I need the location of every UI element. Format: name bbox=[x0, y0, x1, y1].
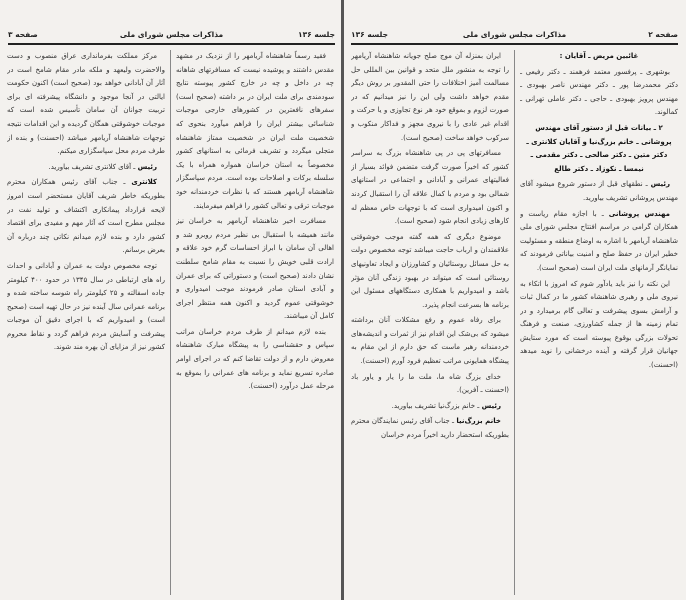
running-title: مذاکرات مجلس شورای ملی bbox=[462, 30, 567, 39]
speaker-name: رئیس bbox=[481, 401, 501, 410]
speaker-name: خانم بزرگ‌نیا bbox=[456, 417, 501, 426]
speech-text: آقای کلانتری تشریف بیاورید. bbox=[48, 162, 132, 171]
paragraph: فقید رسماً شاهنشاه آریامهر را از نزدیک در مشهد مقدس داشتند و پوشیده نیست که مسافرتهای شاهانه چه در داخل و چه در خارج کشور پیوسته نتایج سودمندی برای ملت ایران در بر داشته (صحیح است) سفرهای نافعترین در کشورهای خارجی موجبات شناسائی بیشتر ایران را فراهم میآورد بنحوی که شخصیت ملت ایران در شخصیت ممتاز شاهنشاه متجلی میگردد و تشریف فرمائی به استانهای کشور مخصوصاً به استان خراسان همواره همراه با یک سلسله برکات و اصلاحات بوده است. مردم سپاسگزار شاهنشاه آریامهر هستند که با نظرات خردمندانه خود موجبات ترقی و تعالی کشور را فراهم میفرمایند. bbox=[176, 52, 334, 210]
page-header bbox=[351, 30, 678, 42]
paragraph: این نکته را نیز باید یادآور شوم که امروز با اتکاء به نیروی ملی و رهبری شاهنشاه کشور ما در کمال ثبات و آرامش بسوی پیشرفت و تعالی گام برمیدارد و در تمام زمینه ها از جمله کشاورزی، صنعت و فرهنگ تحولات بزرگی بوقوع پیوسته است که مورد ستایش جهانیان قرار گرفته و آینده درخشانی را نوید میدهد (احسنت). bbox=[520, 279, 678, 370]
text-column-left bbox=[7, 50, 165, 595]
session-number: جلسه ۱۳۶ bbox=[351, 30, 388, 39]
column-divider bbox=[514, 50, 515, 595]
paragraph: مرکز مملکت بفرمانداری عراق منصوب و دست والاحضرت ولیعهد و ملکه مادر مقام شامخ است در آثار آن آبادانی خواهد بود (صحیح است) اکنون حکومت ایالتی در آنجا موجود و دانشگاه پیشرفته ای برای تربیت جوانان آن سامان تأسیس شده است که موجبات خوشوقتی همگان گردیده و این اقدامات نتیجه توجهات شاهنشاه آریامهر میباشد (احسنت) و بنده از طرف مردم محل سپاسگزاری میکنم. bbox=[7, 52, 165, 156]
section-heading: ۲ ـ بیانات قبل از دستور آقای مهندس پروشانی ـ خانم بزرگ‌نیا و آقایان کلانتری ـ دکتر متین ـ دکتر صالحی ـ دکتر مقدمی ـ نیمسا ـ نکوزاد ـ دکتر طالع bbox=[526, 123, 672, 173]
speaker-name: کلانتری bbox=[131, 178, 157, 187]
page-header bbox=[8, 30, 335, 42]
paragraph: بنده لازم میدانم از طرف مردم خراسان مراتب سپاس و حقشناسی را به پیشگاه مبارک شاهنشاه معروض دارم و از دولت تقاضا کنم که در اجرای اوامر صادره تسریع نماید و برنامه های عمرانی را بموقع به مرحله عمل درآورد (احسنت). bbox=[176, 327, 334, 391]
speaker-name: مهندس پروشانی bbox=[608, 209, 670, 218]
speech-text: نطقهای قبل از دستور شروع میشود آقای مهندس پروشانی تشریف بیاورید. bbox=[520, 180, 678, 202]
speech-text: جناب آقای رئیس نمایندگان محترم بطوریکه استحضار دارید اخیراً مردم خراسان bbox=[351, 417, 509, 440]
paragraph: توجه مخصوص دولت به عمران و آبادانی و احداث راه های ارتباطی در سال ۱۳۴۵ در حدود ۴۰۰ کیلومتر جاده اسفالته و ۲۵ کیلومتر راه شوسه ساخته شده و برنامه عمرانی سال آینده نیز در حال تهیه است (صحیح است) و امیدواریم که با اجرای دقیق آن موجبات پیشرفت و آسایش مردم فراهم گردد و نقاط محروم کشور نیز از مزایای آن بهره مند شوند. bbox=[7, 261, 165, 352]
paragraph: مسافرتهای پی در پی شاهنشاه بزرگ به سراسر کشور که اخیراً صورت گرفت متضمن فوائد بسیار از فعالیتهای عمرانی و آبادانی و اجتماعی در استانهای شمالی بود و مردم با کمال علاقه آن را استقبال کردند و اکنون امیدواری است که با توجهات خاص معظم له کارهای زیادی انجام شود (صحیح است). bbox=[351, 149, 509, 226]
speaker-name: رئیس bbox=[650, 180, 670, 189]
speaker-paragraph: رئیس ـ آقای کلانتری تشریف بیاورید. bbox=[48, 162, 157, 171]
header-rule bbox=[351, 43, 678, 45]
right-page bbox=[343, 0, 686, 600]
speaker-paragraph: رئیس ـ نطقهای قبل از دستور شروع میشود آقای مهندس پروشانی تشریف بیاورید. bbox=[520, 180, 678, 202]
page-number: صفحه ۳ bbox=[8, 30, 38, 39]
text-column-left bbox=[351, 50, 509, 595]
speaker-paragraph: رئیس ـ خانم بزرگ‌نیا تشریف بیاورید. bbox=[391, 401, 501, 410]
paragraph: برای رفاه عموم و رفع مشکلات آنان برداشته میشود که بی‌شک این اقدام نیز از ثمرات و اندیشه‌های خردمندانه رهبر ماست که حق دارم از این مقام به پیشگاه همایونی مراتب تعظیم فرود آورم (احسنت). bbox=[351, 316, 509, 366]
paragraph: ایران بمنزله آن موج صلح جویانه شاهنشاه آریامهر را توجه به منشور ملل متحد و قوانین بین المللی حل مسالمت آمیز اختلافات را حتی المقدور بر روش دیگر مقدم خواهد داشت ولی این را نیز میدانیم که در صورت لزوم و بموقع خود هر نوع تجاوزی و یا حرکت و اقدام غیر عادی را با نیروی مجهز و فداکار منکوب و سرکوب خواهد ساخت (صحیح است). bbox=[351, 52, 509, 142]
column-divider bbox=[170, 50, 171, 595]
speech-text: خانم بزرگ‌نیا تشریف بیاورید. bbox=[391, 401, 476, 410]
text-column-right bbox=[520, 50, 678, 595]
session-number: جلسه ۱۳۶ bbox=[298, 30, 335, 39]
speaker-paragraph: خانم بزرگ‌نیا ـ جناب آقای رئیس نمایندگان محترم بطوریکه استحضار دارید اخیراً مردم خراسان bbox=[351, 417, 509, 440]
speech-text: با اجازه مقام ریاست و همکاران گرامی در مراسم افتتاح مجلس شورای ملی شاهنشاه آریامهر با اشاره به اوضاع منطقه و مسئولیت خطیر ایران در حفظ صلح و امنیت بیاناتی فرمودند که نمایانگر آرمانهای ملت ایران است (صحیح است). bbox=[520, 209, 678, 272]
paragraph: موضوع دیگری که همه گفته موجب خوشوقتی علاقمندان و ارباب حاجت میباشد توجه مخصوص دولت به حل مسائل روستائیان و کشاورزان و ایجاد تعاونیهای روستائی است که میتواند در بهبود زندگی آنان مؤثر باشد و امیدواریم با همکاری دستگاههای مسئول این برنامه ها بسرعت انجام پذیرد. bbox=[351, 232, 509, 309]
page-number: صفحه ۲ bbox=[648, 30, 678, 39]
section-heading: غائبین مریض ـ آقایان : bbox=[559, 52, 639, 60]
header-rule bbox=[8, 43, 335, 45]
paragraph: بوشهری ـ پرفسور معتمد فرهمند ـ دکتر رفیعی ـ دکتر محمدرضا پور ـ دکتر مهندس ناصر بهبودی ـ مهندس پرویز بهبودی ـ حاجی ـ دکتر عاملی تهرانی ـ کمالوند. bbox=[520, 67, 678, 117]
paragraph: خدای بزرگ شاه ما، ملت ما را یار و یاور باد (احسنت ـ آفرین). bbox=[351, 372, 509, 395]
speech-text: جناب آقای رئیس همکاران محترم بطوریکه خاطر شریف آقایان مستحضر است امروز لایحه قرارداد پیمانکاری اکتشاف و تولید نفت در مجلس مطرح است که آثار مهم و مفیدی برای اقتصاد کشور دارد و بنده لازم میدانم نکاتی چند درباره آن بعرض برسانم. bbox=[7, 178, 165, 255]
paragraph: مسافرت اخیر شاهنشاه آریامهر به خراسان نیز مانند همیشه با استقبال بی نظیر مردم روبرو شد و اهالی آن سامان با ابراز احساسات گرم خود علاقه و ارادت قلبی خویش را نسبت به مقام شامخ سلطنت نشان دادند (صحیح است) و دستوراتی که برای عمران و آبادی استان صادر فرمودند موجب امیدواری و خوشوقتی عموم گردید و اکنون همه منتظر اجرای کامل آن میباشند. bbox=[176, 217, 334, 321]
text-column-right bbox=[176, 50, 334, 595]
speaker-paragraph: مهندس پروشانی ـ با اجازه مقام ریاست و همکاران گرامی در مراسم افتتاح مجلس شورای ملی شاهنشاه آریامهر با اشاره به اوضاع منطقه و مسئولیت خطیر ایران در حفظ صلح و امنیت بیاناتی فرمودند که نمایانگر آرمانهای ملت ایران است (صحیح است). bbox=[520, 209, 678, 272]
speaker-name: رئیس bbox=[137, 162, 157, 171]
speaker-paragraph: کلانتری ـ جناب آقای رئیس همکاران محترم بطوریکه خاطر شریف آقایان مستحضر است امروز لایحه قرارداد پیمانکاری اکتشاف و تولید نفت در مجلس مطرح است که آثار مهم و مفیدی برای اقتصاد کشور دارد و بنده لازم میدانم نکاتی چند درباره آن بعرض برسانم. bbox=[7, 178, 165, 255]
running-title: مذاکرات مجلس شورای ملی bbox=[119, 30, 224, 39]
